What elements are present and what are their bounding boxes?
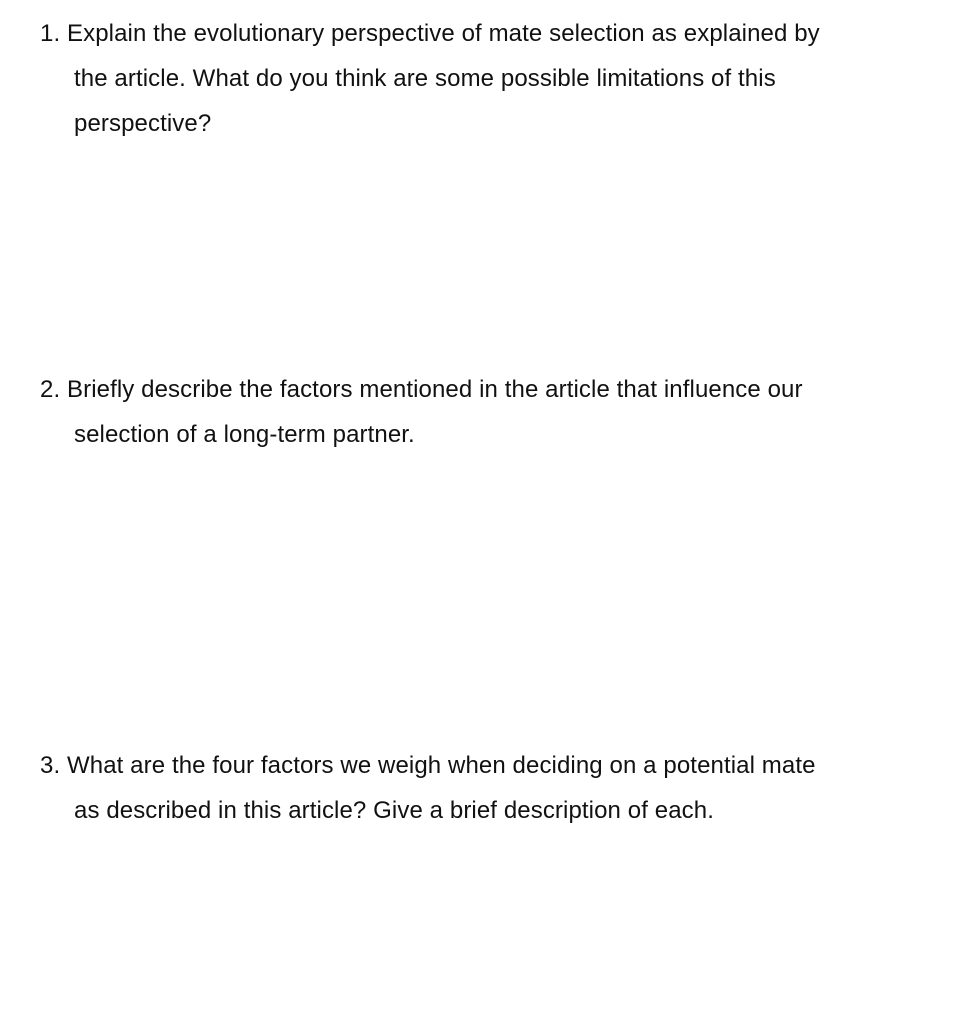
question-1-line-1 [40, 11, 920, 56]
question-1-text-line-2: the article. What do you think are some possible limitations of this [74, 65, 776, 92]
question-3-number: 3. [40, 752, 61, 779]
question-1-number: 1. [40, 20, 61, 47]
question-1-text-line-3: perspective? [74, 110, 212, 137]
question-2-text-line-1: Briefly describe the factors mentioned in the article that influence our [67, 376, 803, 403]
question-3-text-line-2: as described in this article? Give a brief description of each. [74, 797, 714, 824]
question-3-text-line-1: What are the four factors we weigh when deciding on a potential mate [67, 752, 816, 779]
question-2-line-1 [40, 367, 920, 412]
question-1-text-line-1: Explain the evolutionary perspective of mate selection as explained by [67, 20, 820, 47]
question-1 [40, 11, 920, 146]
question-2-text-line-2: selection of a long-term partner. [74, 421, 415, 448]
question-2 [40, 367, 920, 457]
question-2-number: 2. [40, 376, 61, 403]
question-3 [40, 743, 920, 833]
question-3-line-1 [40, 743, 920, 788]
